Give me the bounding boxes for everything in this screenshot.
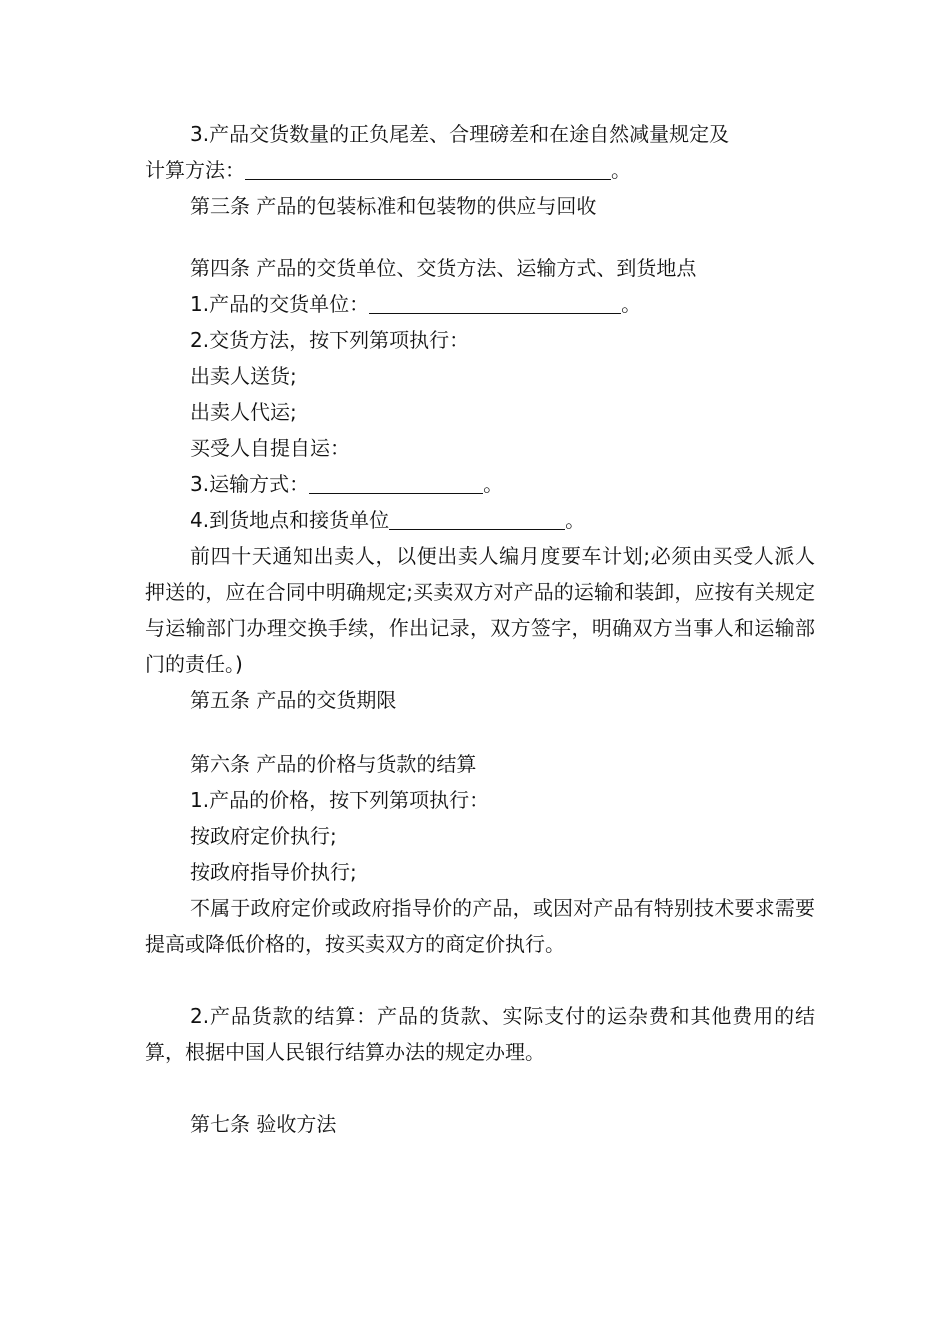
article6-option2 — [145, 854, 815, 890]
article4-item1-label: 1.产品的交货单位： — [190, 292, 370, 316]
document-body — [145, 116, 815, 1142]
article6-item2 — [145, 998, 815, 1070]
article5-heading — [145, 682, 815, 718]
article6-item2-text: 2.产品货款的结算：产品的货款、实际支付的运杂费和其他费用的结算，根据中国人民银行结算办法的规定办理。 — [145, 1004, 815, 1064]
article6-option1 — [145, 818, 815, 854]
article3-heading-text: 第三条 产品的包装标准和包装物的供应与回收 — [190, 194, 597, 218]
article4-option2 — [145, 394, 815, 430]
article4-item3 — [145, 466, 815, 502]
article3-spacer — [145, 224, 815, 250]
article6-heading — [145, 746, 815, 782]
article6-option-spacer — [145, 962, 815, 998]
article5-spacer — [145, 718, 815, 746]
article6-option3 — [145, 890, 815, 962]
article4-item4-end: 。 — [565, 508, 586, 532]
article4-heading-text: 第四条 产品的交货单位、交货方法、运输方式、到货地点 — [190, 256, 697, 280]
article4-option3-text: 买受人自提自运： — [190, 436, 350, 460]
article4-option1-text: 出卖人送货; — [190, 364, 297, 388]
article4-item2-text: 2.交货方法，按下列第项执行： — [190, 328, 470, 352]
article6-option3-text: 不属于政府定价或政府指导价的产品，或因对产品有特别技术要求需要提高或降低价格的，按买卖双方的商定价执行。 — [145, 896, 815, 956]
article6-heading-text: 第六条 产品的价格与货款的结算 — [190, 752, 477, 776]
article3-item3-label: 计算方法： — [145, 158, 245, 182]
article4-item4-label: 4.到货地点和接货单位 — [190, 508, 390, 532]
article4-item2 — [145, 322, 815, 358]
article6-item1 — [145, 782, 815, 818]
article3-item3-line2 — [145, 152, 815, 188]
article4-item3-end: 。 — [483, 472, 504, 496]
article7-heading — [145, 1106, 815, 1142]
article6-option2-text: 按政府指导价执行; — [190, 860, 357, 884]
article4-option2-text: 出卖人代运; — [190, 400, 297, 424]
article4-item4 — [145, 502, 815, 538]
article5-heading-text: 第五条 产品的交货期限 — [190, 688, 397, 712]
article4-note — [145, 538, 815, 682]
article6-end-spacer — [145, 1070, 815, 1106]
article4-heading — [145, 250, 815, 286]
quantity-calculation-blank — [245, 157, 611, 180]
article4-item1 — [145, 286, 815, 322]
article6-option1-text: 按政府定价执行; — [190, 824, 337, 848]
article3-heading — [145, 188, 815, 224]
article4-option1 — [145, 358, 815, 394]
transport-method-blank — [309, 471, 483, 494]
article7-heading-text: 第七条 验收方法 — [190, 1112, 337, 1136]
article4-option3 — [145, 430, 815, 466]
delivery-location-blank — [389, 507, 565, 530]
article3-item3-end: 。 — [611, 158, 631, 182]
article4-item3-label: 3.运输方式： — [190, 472, 310, 496]
article6-item1-text: 1.产品的价格，按下列第项执行： — [190, 788, 490, 812]
article3-item3-line1 — [145, 116, 815, 152]
article4-note-text: 前四十天通知出卖人，以便出卖人编月度要车计划;必须由买受人派人押送的，应在合同中明确规定;买卖双方对产品的运输和装卸，应按有关规定与运输部门办理交换手续，作出记录，双方签字，明确双方当事人和运输部门的责任。) — [145, 544, 815, 676]
article4-item1-end: 。 — [621, 292, 642, 316]
article3-item3-line1-text: 3.产品交货数量的正负尾差、合理磅差和在途自然减量规定及 — [190, 122, 730, 146]
delivery-unit-blank — [369, 291, 621, 314]
